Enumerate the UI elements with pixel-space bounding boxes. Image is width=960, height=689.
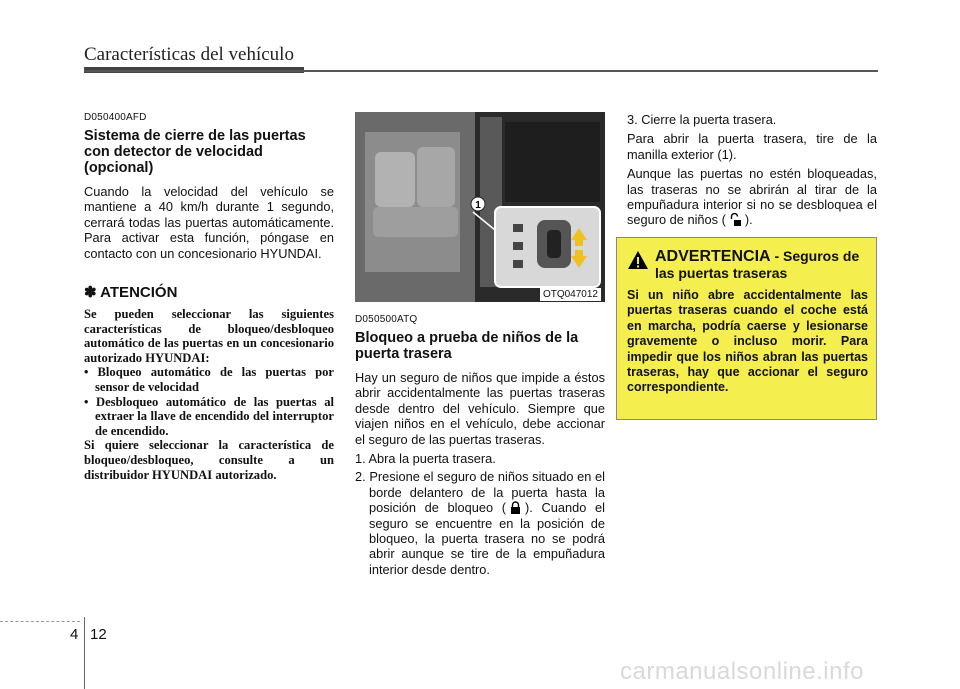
warning-title-main: ADVERTENCIA <box>655 248 771 265</box>
page-number: 12 <box>90 626 107 643</box>
watermark: carmanualsonline.info <box>620 658 864 685</box>
lock-icon <box>510 501 521 514</box>
section-title: Bloqueo a prueba de niños de la puerta trasera <box>355 330 579 362</box>
section-paragraph: Cuando la velocidad del vehículo se mantiene a 40 km/h durante 1 segundo, cerrará todas las puertas automáticamente. Para activar esta función, póngase en contacto con un concesionario HYUNDAI. <box>84 184 334 261</box>
vehicle-interior-illustration <box>355 112 605 302</box>
attention-bullet: • Bloqueo automático de las puertas por sensor de velocidad <box>84 365 334 394</box>
attention-body <box>84 307 334 482</box>
warning-header <box>627 248 868 282</box>
warning-title-sub: - Seguros de las puertas traseras <box>655 248 860 281</box>
page-header-title: Características del vehículo <box>84 44 294 65</box>
door-lock-photo <box>355 112 605 302</box>
section-code: D050500ATQ <box>355 314 418 325</box>
step-item: 1. Abra la puerta trasera. <box>355 451 496 467</box>
footer-dashed-rule <box>0 621 80 622</box>
step-item: 3. Cierre la puerta trasera. <box>627 112 777 127</box>
photo-caption: OTQ047012 <box>540 288 601 301</box>
section-code: D050400AFD <box>84 112 147 123</box>
step-item <box>355 469 605 577</box>
steps-list <box>355 451 605 577</box>
photo-callout-number: 1 <box>475 200 481 211</box>
attention-intro: Se pueden seleccionar las siguientes características de bloqueo/desbloqueo automático de las puertas en un concesionario autorizado HYUNDAI: <box>84 307 334 365</box>
warning-box <box>616 237 877 420</box>
step-text: 2. Presione el seguro de niños situado en el borde delantero de la puerta hasta la posición de bloqueo ( <box>355 469 605 516</box>
section-title: Sistema de cierre de las puertas con detector de velocidad (opcional) <box>84 128 306 176</box>
column-right <box>627 112 877 232</box>
attention-outro: Si quiere seleccionar la característica de bloqueo/desbloqueo, consulte a un distribuidor HYUNDAI autorizado. <box>84 438 334 482</box>
warning-title <box>655 248 868 282</box>
paragraph-text: Aunque las puertas no estén bloqueadas, las traseras no se abrirán al tirar de la empuñadura interior si no se desbloquea el seguro de niños ( <box>627 166 877 228</box>
warning-body: Si un niño abre accidentalmente las puertas traseras cuando el coche está en marcha, podría caerse y lesionarse gravemente o incluso morir. Para impedir que los niños abran las puertas traseras, hay que accionar el seguro correspondiente. <box>627 288 868 395</box>
column-left <box>84 112 334 482</box>
warning-triangle-icon <box>627 250 649 270</box>
column-middle <box>355 112 605 580</box>
step-text: ). Cuando el seguro se encuentre en la posición de bloqueo, la puerta trasera no se podrá abrir aunque se tire de la empuñadura interior desde dentro. <box>369 500 605 577</box>
paragraph-text: ). <box>744 212 753 228</box>
section-paragraph: Hay un seguro de niños que impide a éstos abrir accidentalmente las puertas traseras desde dentro del vehículo. Siempre que viajen niños en el vehículo, debe accionar el seguro de las puertas traseras. <box>355 370 605 447</box>
section-number: 4 <box>70 626 79 643</box>
attention-title: ✽ ATENCIÓN <box>84 284 178 302</box>
section-paragraph <box>627 166 877 228</box>
unlock-icon <box>730 213 741 226</box>
attention-bullet: • Desbloqueo automático de las puertas al extraer la llave de encendido del interruptor de encendido. <box>84 394 334 438</box>
section-paragraph: Para abrir la puerta trasera, tire de la manilla exterior (1). <box>627 131 877 162</box>
footer-vertical-rule <box>84 617 85 689</box>
header-rule <box>84 70 878 72</box>
